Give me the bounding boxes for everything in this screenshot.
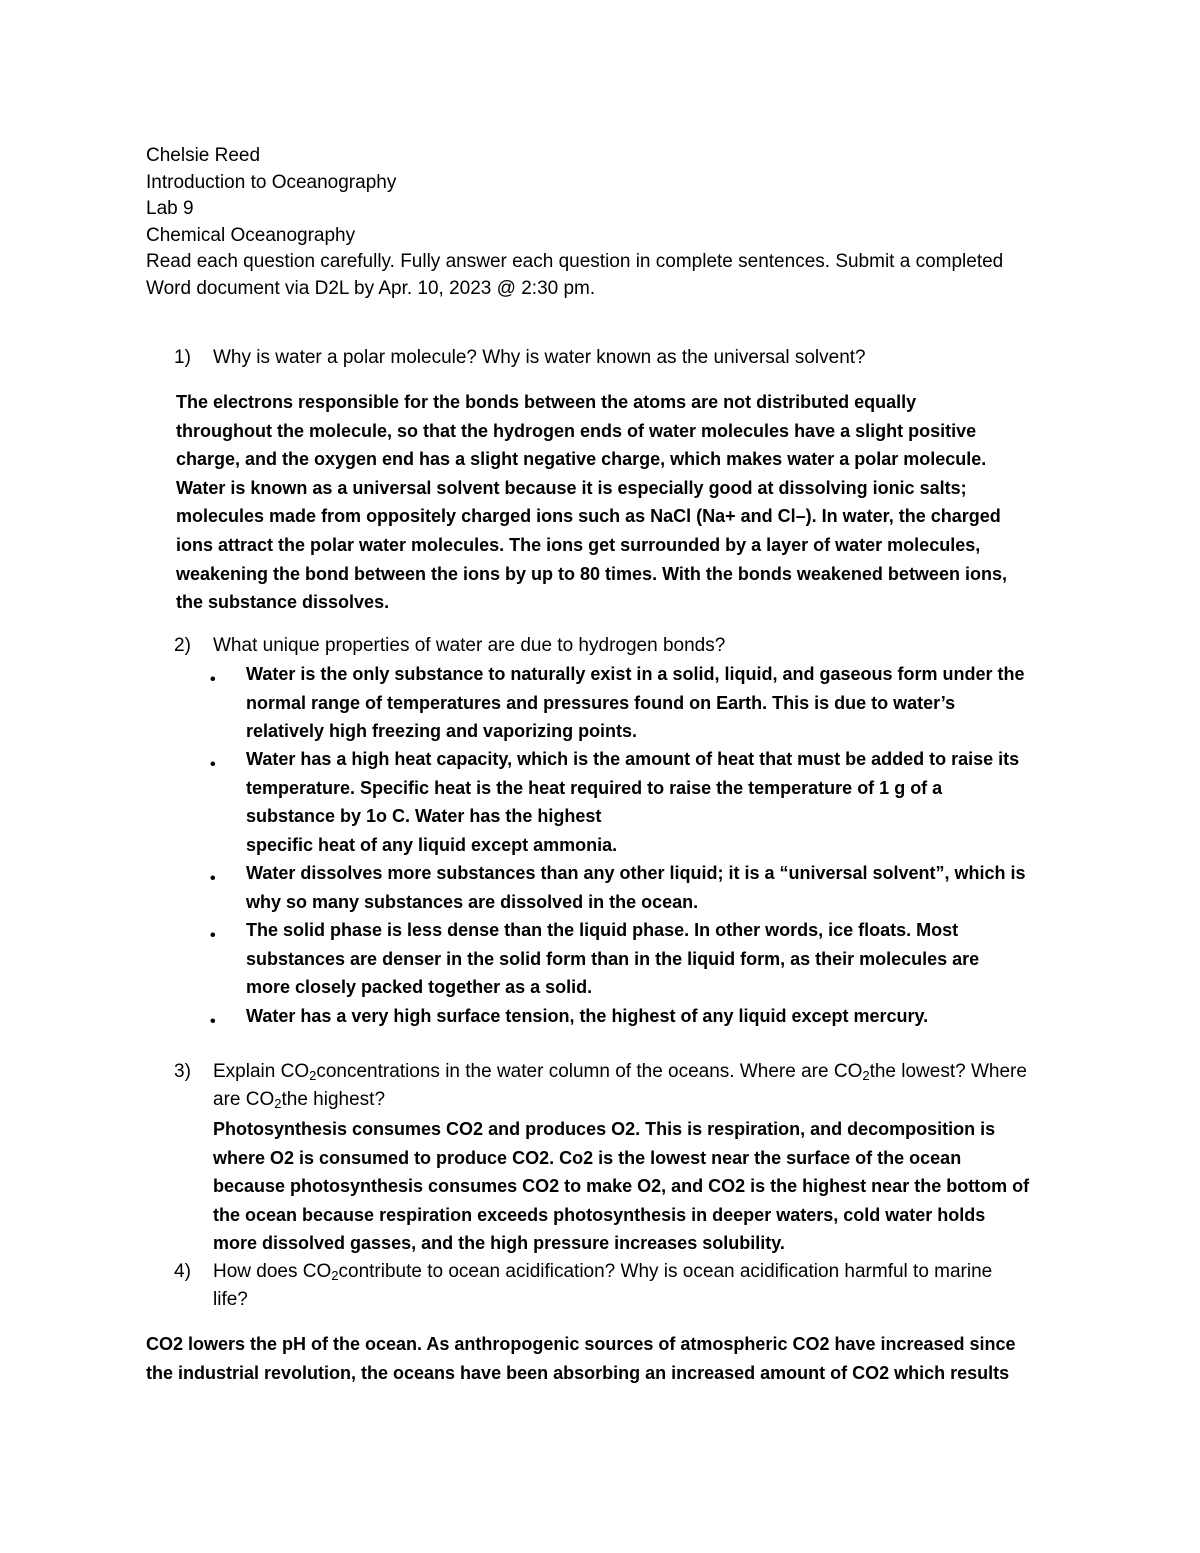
answer-3 [213,1115,1029,1258]
bullet-icon: • [210,1013,216,1030]
question-number: 4) [174,1261,191,1282]
question-text-part: are CO [213,1089,275,1110]
answer-line: the substance dissolves. [176,592,390,613]
question-text-part: life? [213,1289,248,1310]
answer-line: molecules made from oppositely charged ions such as NaCl (Na+ and Cl–). In water, the charged [176,506,1001,527]
question-text-part: the lowest? Where [869,1061,1027,1082]
bullet-item [212,859,1072,916]
answer-line: ions attract the polar water molecules. The ions get surrounded by a layer of water molecules, [176,534,981,555]
bullet-line: Water has a high heat capacity, which is the amount of heat that must be added to raise its [246,749,1020,769]
bullet-icon: • [210,756,216,773]
answer-line: the ocean because respiration exceeds photosynthesis in deeper waters, cold water holds [213,1204,986,1225]
answer-1 [176,388,1007,617]
bullet-line: Water is the only substance to naturally exist in a solid, liquid, and gaseous form under the [246,664,1025,684]
bullet-item [212,745,1072,859]
question-text: What unique properties of water are due to hydrogen bonds? [213,635,726,656]
answer-line: charge, and the oxygen end has a slight negative charge, which makes water a polar molecule. [176,449,987,470]
bullet-line: temperature. Specific heat is the heat required to raise the temperature of 1 g of a [246,777,943,798]
question-2 [174,632,1063,660]
question-text-part: Explain CO [213,1061,310,1082]
question-text [213,1258,1093,1314]
question-text: Why is water a polar molecule? Why is water known as the universal solvent? [213,347,866,368]
bullet-icon: • [210,870,216,887]
question-text-part: concentrations in the water column of the oceans. Where are CO [316,1061,863,1082]
bullet-line: normal range of temperatures and pressures found on Earth. This is due to water’s [246,692,956,713]
bullet-item [212,1002,1072,1031]
question-number: 2) [174,635,191,656]
bullet-line: substance by 1o C. Water has the highest [246,806,602,827]
bullet-line: specific heat of any liquid except ammonia. [246,834,618,855]
lab-topic: Chemical Oceanography [146,224,356,246]
bullet-line: Water has a very high surface tension, the highest of any liquid except mercury. [246,1006,929,1026]
question-text [213,1058,1093,1114]
course-title: Introduction to Oceanography [146,171,397,193]
answer-line: where O2 is consumed to produce CO2. Co2 is the lowest near the surface of the ocean [213,1147,962,1168]
bullet-line: relatively high freezing and vaporizing points. [246,721,638,742]
bullet-icon: • [210,927,216,944]
question-1 [174,344,1063,372]
lab-number: Lab 9 [146,198,194,219]
answer-line: CO2 lowers the pH of the ocean. As anthropogenic sources of atmospheric CO2 have increased since [146,1334,1016,1354]
document-header [146,143,1046,302]
subscript: 2 [274,1096,282,1111]
instructions-line-1: Read each question carefully. Fully answer each question in complete sentences. Submit a completed [146,251,1004,272]
bullet-line: substances are denser in the solid form than in the liquid form, as their molecules are [246,948,980,969]
bullet-line: why so many substances are dissolved in the ocean. [246,891,699,912]
question-3 [174,1058,1093,1114]
bullet-line: The solid phase is less dense than the liquid phase. In other words, ice floats. Most [246,920,959,940]
question-number: 1) [174,347,191,368]
question-text-part: the highest? [281,1089,386,1110]
question-number: 3) [174,1061,191,1082]
answer-line: Photosynthesis consumes CO2 and produces O2. This is respiration, and decomposition is [213,1119,996,1139]
bullet-line: more closely packed together as a solid. [246,977,593,998]
answer-line: throughout the molecule, so that the hydrogen ends of water molecules have a slight positive [176,420,977,441]
instructions-line-2: Word document via D2L by Apr. 10, 2023 @ 2:30 pm. [146,277,596,299]
answer-line: because photosynthesis consumes CO2 to make O2, and CO2 is the highest near the bottom of [213,1176,1030,1197]
bullet-item [212,916,1072,1002]
subscript: 2 [862,1068,870,1083]
answer-line: the industrial revolution, the oceans have been absorbing an increased amount of CO2 which results [146,1362,1010,1383]
subscript: 2 [309,1068,317,1083]
answer-line: The electrons responsible for the bonds between the atoms are not distributed equally [176,392,917,412]
answer-4 [146,1330,1016,1387]
bullet-item [212,660,1072,746]
question-4 [174,1258,1093,1314]
student-name: Chelsie Reed [146,145,261,166]
answer-line: Water is known as a universal solvent because it is especially good at dissolving ionic salts; [176,477,967,498]
answer-line: weakening the bond between the ions by up to 80 times. With the bonds weakened between ions, [176,563,1007,584]
bullet-line: Water dissolves more substances than any other liquid; it is a “universal solvent”, which is [246,863,1026,883]
subscript: 2 [331,1268,339,1283]
answer-line: more dissolved gasses, and the high pressure increases solubility. [213,1233,785,1254]
question-text-part: How does CO [213,1261,332,1282]
bullet-icon: • [210,671,216,688]
question-text-part: contribute to ocean acidification? Why is ocean acidification harmful to marine [338,1261,993,1282]
